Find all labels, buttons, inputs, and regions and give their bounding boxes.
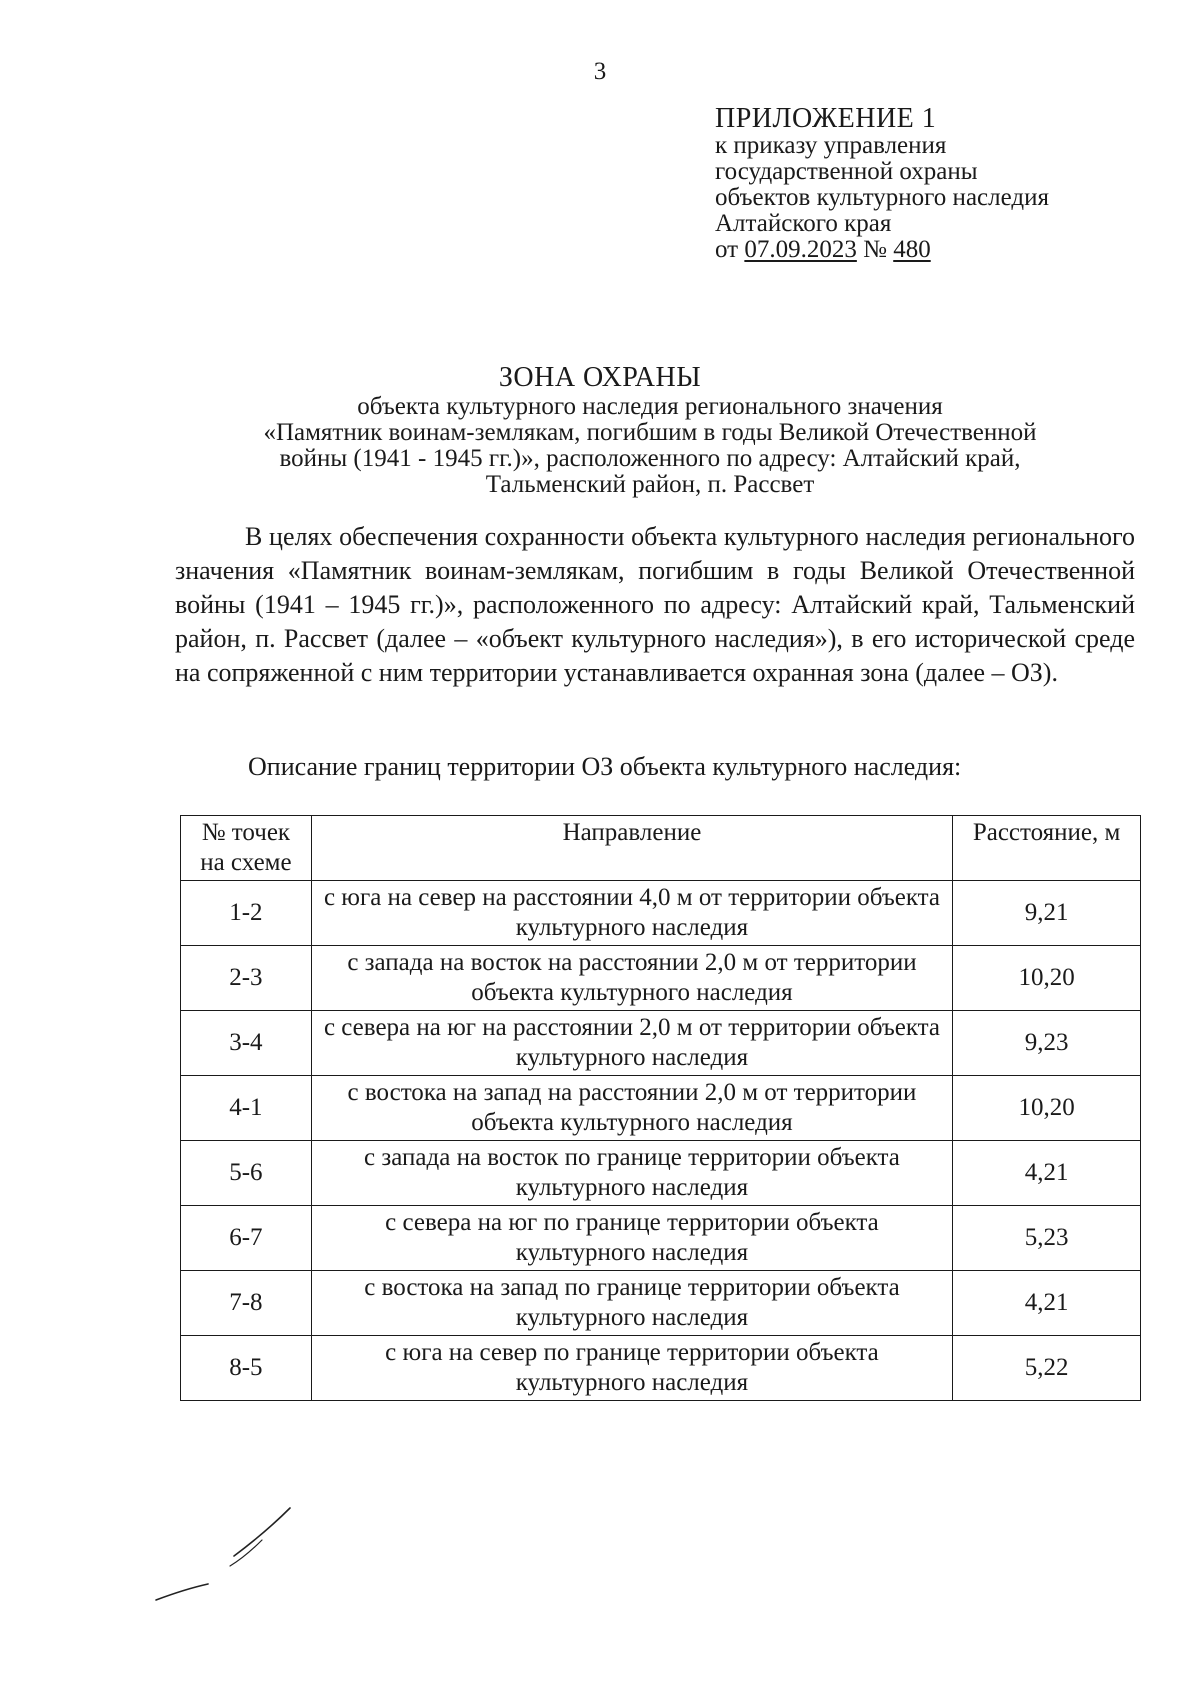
header-direction: Направление (311, 816, 952, 881)
page-number: 3 (593, 58, 607, 85)
cell-distance: 5,23 (953, 1206, 1141, 1271)
boundary-table (180, 815, 1141, 1401)
appendix-line: Алтайского края (715, 210, 892, 237)
table-row (181, 1336, 1141, 1401)
intro-paragraph: В целях обеспечения сохранности объекта культурного наследия регионального значения «Памятник воинам-землякам, погибшим в годы Великой Отечественной войны (1941 – 1945 гг.)», расположенного по адресу: Алтайский край, Тальменский район, п. Рассвет (далее – «объект культурного наследия»), в его исторической среде на сопряженной с ним территории устанавливается охранная зона (далее – ОЗ). (175, 522, 1135, 687)
cell-points: 2-3 (181, 946, 312, 1011)
cell-distance: 10,20 (953, 1076, 1141, 1141)
number-prefix: № (856, 236, 894, 263)
cell-points: 5-6 (181, 1141, 312, 1206)
cell-direction: с запада на восток по границе территории объекта культурного наследия (311, 1141, 952, 1206)
cell-points: 3-4 (181, 1011, 312, 1076)
table-header-row (181, 816, 1141, 881)
subtitle-line: Тальменский район, п. Рассвет (485, 471, 815, 498)
cell-points: 8-5 (181, 1336, 312, 1401)
subtitle-line: объекта культурного наследия регионального значения (357, 393, 943, 420)
appendix-line: объектов культурного наследия (715, 184, 1049, 211)
table-row (181, 1076, 1141, 1141)
cell-points: 4-1 (181, 1076, 312, 1141)
cell-distance: 5,22 (953, 1336, 1141, 1401)
header-distance: Расстояние, м (953, 816, 1141, 881)
cell-points: 6-7 (181, 1206, 312, 1271)
cell-distance: 9,21 (953, 881, 1141, 946)
appendix-heading: ПРИЛОЖЕНИЕ 1 (715, 103, 937, 134)
cell-distance: 4,21 (953, 1141, 1141, 1206)
header-points: № точек на схеме (181, 816, 312, 881)
date-prefix: от (715, 236, 745, 263)
appendix-line: к приказу управления (715, 132, 947, 159)
order-number: 480 (893, 236, 931, 263)
table-row (181, 1011, 1141, 1076)
cell-distance: 4,21 (953, 1271, 1141, 1336)
subtitle-line: войны (1941 - 1945 гг.)», расположенного по адресу: Алтайский край, (279, 445, 1021, 472)
table-caption: Описание границ территории ОЗ объекта культурного наследия: (248, 752, 962, 781)
cell-direction: с востока на запад по границе территории объекта культурного наследия (311, 1271, 952, 1336)
cell-direction: с востока на запад на расстоянии 2,0 м от территории объекта культурного наследия (311, 1076, 952, 1141)
cell-distance: 10,20 (953, 946, 1141, 1011)
table-row (181, 1141, 1141, 1206)
cell-direction: с севера на юг на расстоянии 2,0 м от территории объекта культурного наследия (311, 1011, 952, 1076)
cell-distance: 9,23 (953, 1011, 1141, 1076)
appendix-date-line (715, 237, 1175, 263)
order-date: 07.09.2023 (744, 236, 857, 263)
table-row (181, 1271, 1141, 1336)
cell-direction: с юга на север на расстоянии 4,0 м от территории объекта культурного наследия (311, 881, 952, 946)
cell-points: 1-2 (181, 881, 312, 946)
cell-direction: с юга на север по границе территории объекта культурного наследия (311, 1336, 952, 1401)
handwritten-signature (150, 1500, 320, 1610)
cell-direction: с севера на юг по границе территории объекта культурного наследия (311, 1206, 952, 1271)
document-title: ЗОНА ОХРАНЫ (498, 362, 702, 393)
table-row (181, 946, 1141, 1011)
table-row (181, 1206, 1141, 1271)
document-subtitle (200, 394, 1100, 498)
cell-points: 7-8 (181, 1271, 312, 1336)
table-row (181, 881, 1141, 946)
cell-direction: с запада на восток на расстоянии 2,0 м от территории объекта культурного наследия (311, 946, 952, 1011)
appendix-line: государственной охраны (715, 158, 978, 185)
subtitle-line: «Памятник воинам-землякам, погибшим в годы Великой Отечественной (263, 419, 1037, 446)
appendix-block (715, 105, 1175, 263)
